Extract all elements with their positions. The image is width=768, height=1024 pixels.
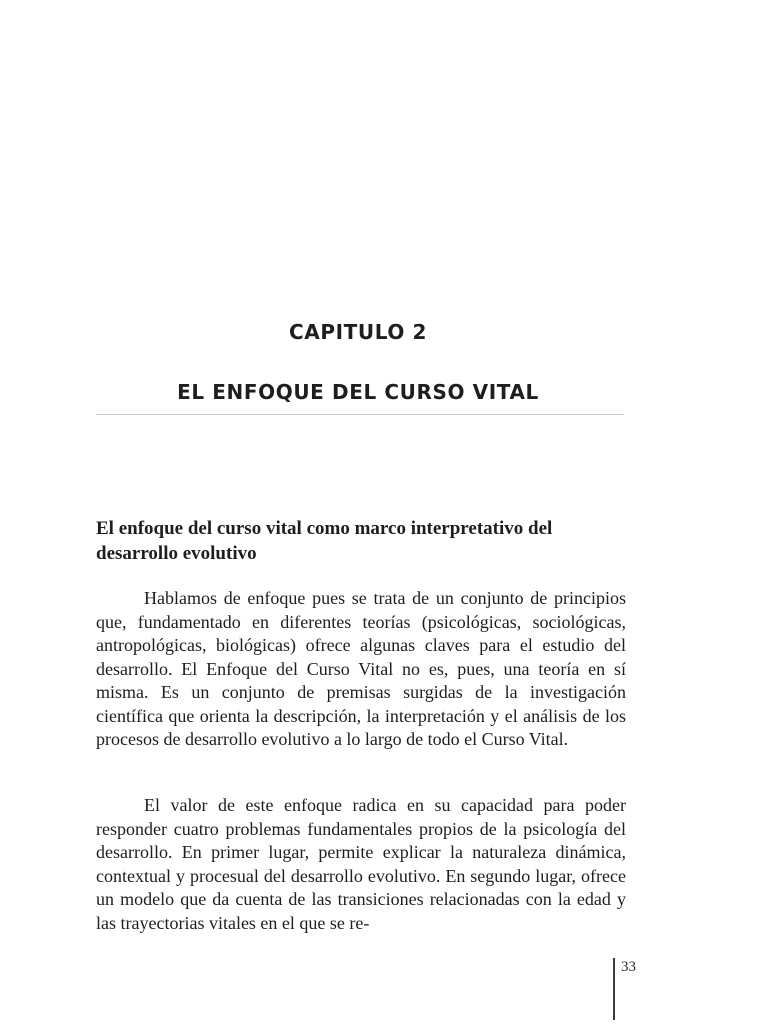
body-paragraph-2	[96, 794, 626, 935]
section-heading: El enfoque del curso vital como marco interpretativo del desarrollo evolutivo	[96, 518, 553, 564]
body-paragraph-1	[96, 587, 626, 752]
chapter-number: CAPITULO 2	[288, 320, 428, 344]
paragraph-2-text: El valor de este enfoque radica en su capacidad para poder responder cuatro problemas fundamentales propios de la psicología del desarrollo. En primer lugar, permite explicar la naturaleza dinámica, contextual y procesual del desarrollo evolutivo. En segundo lugar, ofrece un modelo que da cuenta de las transiciones relacionadas con la edad y las trayectorias vitales en el que se re-	[96, 795, 626, 933]
chapter-title: EL ENFOQUE DEL CURSO VITAL	[177, 380, 539, 404]
page-number: 33	[621, 959, 636, 975]
title-divider	[96, 414, 624, 415]
paragraph-1-text: Hablamos de enfoque pues se trata de un conjunto de principios que, fundamentado en diferentes teorías (psicológicas, sociológicas, antropológicas, biológicas) ofrece algunas claves para el estudio del desarrollo. El Enfoque del Curso Vital no es, pues, una teoría en sí misma. Es un conjunto de premisas surgidas de la investigación científica que orienta la descripción, la interpretación y el análisis de los procesos de desarrollo evolutivo a lo largo de todo el Curso Vital.	[96, 588, 626, 749]
page-number-rule	[613, 958, 615, 1020]
